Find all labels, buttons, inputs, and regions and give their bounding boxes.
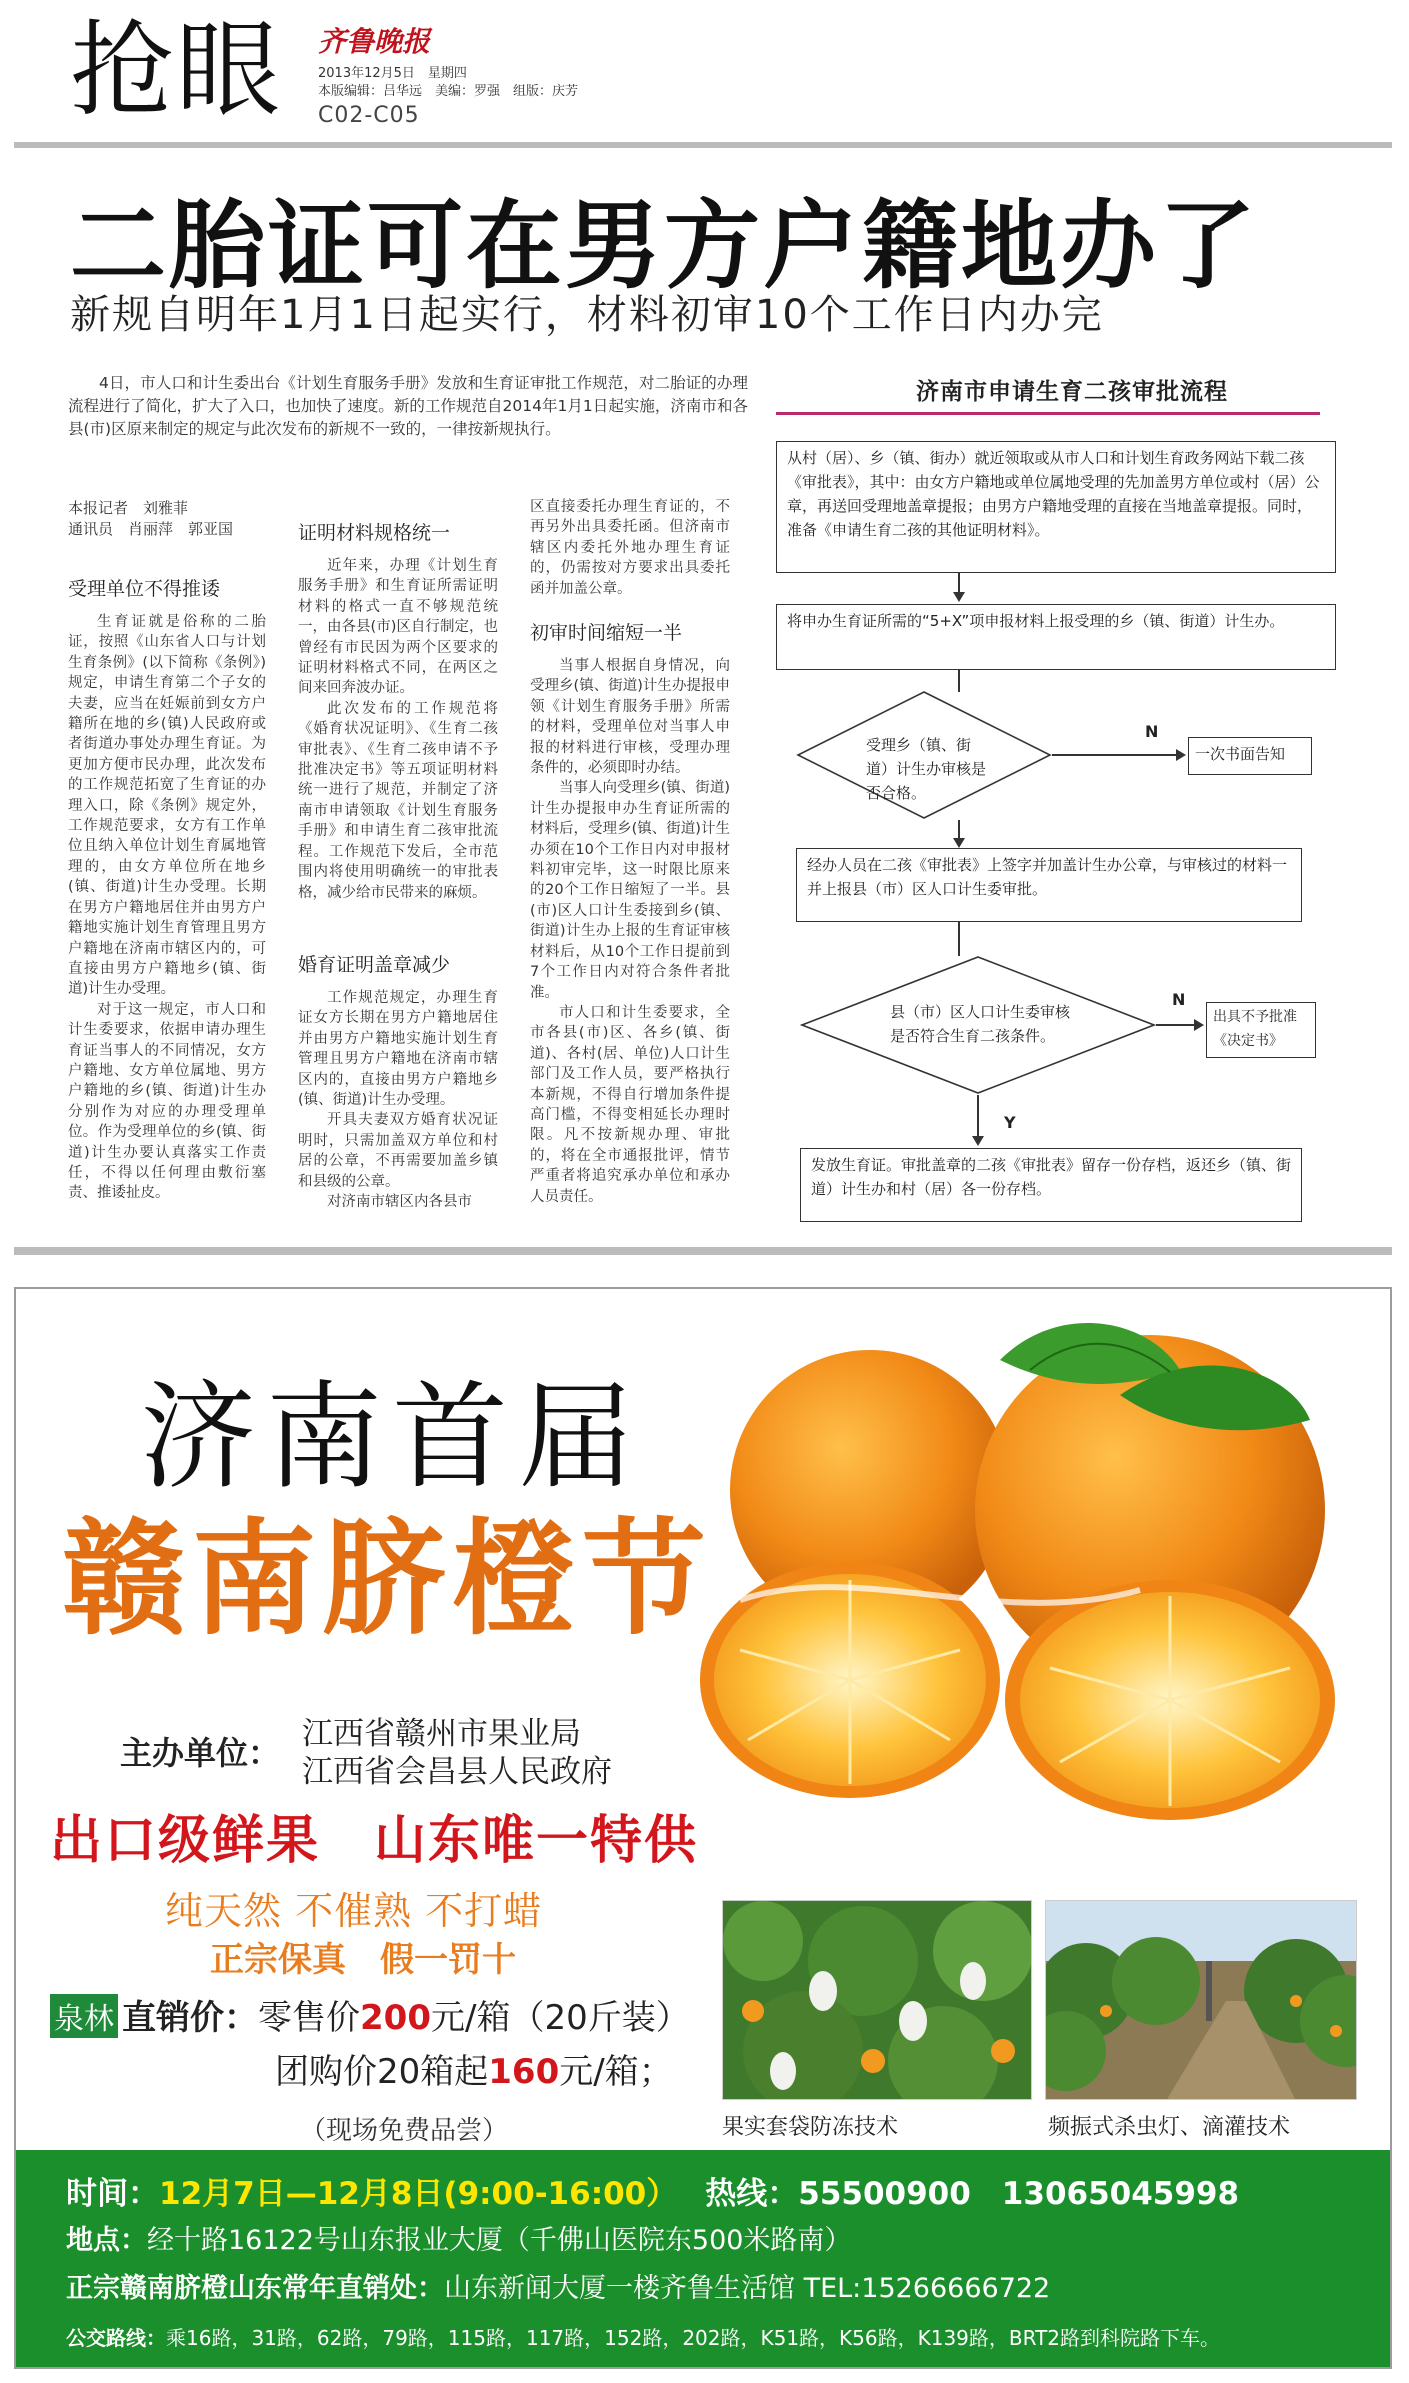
subtitle-materials: 证明材料规格统一	[298, 522, 451, 544]
paragraph: 市人口和计生委要求，全市各县(市)区、各乡(镇、街道)、各村(居、单位)人口计生部门及工作人员，要严格执行本新规，不得自行增加条件提高门槛，不得变相延长办理时限。凡不按新规办理、审批的，将在全市通报批评，情节严重者将追究承办单位和承办人员责任。	[530, 1004, 730, 1205]
flow-step-2: 将申办生育证所需的“5+X”项申报材料上报受理的乡（镇、街道）计生办。	[776, 604, 1336, 670]
orchard-photo-irrigation	[1045, 1900, 1357, 2100]
flow-no-2: 出具不予批准《决定书》	[1206, 1002, 1316, 1058]
flow-no-label: N	[1145, 722, 1159, 741]
article-headline: 二胎证可在男方户籍地办了	[70, 190, 1258, 302]
ad-title-line1: 济南首届	[140, 1370, 644, 1505]
arrow-down-icon	[953, 838, 965, 848]
retail-price: 200	[360, 1998, 431, 2038]
group-suffix: 元/箱；	[559, 2052, 673, 2092]
paragraph: 区直接委托办理生育证的，不再另外出具委托函。但济南市辖区内委托外地办理生育证的，仍需按对方要求出具委托函并加盖公章。	[530, 499, 730, 597]
flow-connector	[977, 1095, 979, 1139]
outlet-line	[66, 2266, 1050, 2305]
paragraph: 当事人向受理乡(镇、街道)计生办提报申办生育证所需的材料后，受理乡(镇、街道)计生办须在10个工作日内对申报材料初审完毕，这一时限比原来的20个工作日缩短了一半。县(市)区人口计生委接到乡(镇、街道)计生办上报的生育证审核材料后，从10个工作日提前到7个工作日内对符合条件者批准。	[530, 780, 730, 1001]
photo-caption-2: 频振式杀虫灯、滴灌技术	[1048, 2115, 1291, 2140]
ad-title-line2: 赣南脐橙节	[62, 1507, 713, 1652]
bus-label: 公交路线：	[66, 2326, 166, 2350]
column-2a	[298, 556, 498, 903]
flow-decision-1: 受理乡（镇、街道）计生办审核是否合格。	[866, 736, 987, 802]
host-org-1: 江西省赣州市果业局	[302, 1716, 581, 1752]
hotline-value: 55500900 13065045998	[798, 2176, 1240, 2212]
paragraph: 对于这一规定，市人口和计生委要求，依据申请办理生育证当事人的不同情况，女方户籍地、女方单位属地、男方户籍地的乡(镇、街道)计生办分别作为对应的办理受理单位。作为受理单位的乡(镇、街道)计生办要认真落实工作责任，不得以任何理由敷衍塞责、推诿扯皮。	[68, 1001, 266, 1202]
host-label: 主办单位：	[120, 1734, 281, 1772]
flow-no-1: 一次书面告知	[1188, 737, 1312, 775]
byline-correspondents: 通讯员 肖丽萍 郭亚国	[68, 520, 234, 538]
ad-slogan-export: 出口级鲜果 山东唯一特供	[50, 1810, 699, 1871]
retail-prefix: 零售价	[258, 1998, 360, 2038]
arrow-right-icon	[1176, 749, 1186, 761]
header-divider	[14, 142, 1392, 148]
price-label: 直销价：	[122, 1998, 258, 2038]
flowchart-title: 济南市申请生育二孩审批流程	[916, 379, 1228, 405]
article-lead: 4日，市人口和计生委出台《计划生育服务手册》发放和生育证审批工作规范，对二胎证的办理流程进行了简化，扩大了入口，也加快了速度。新的工作规范自2014年1月1日起实施，济南市和各县(市)区原来制定的规定与此次发布的新规不一致的，一律按新规执行。	[68, 374, 748, 438]
newspaper-logo: 齐鲁晚报	[318, 25, 431, 58]
photo-caption-1: 果实套袋防冻技术	[722, 2115, 899, 2140]
paragraph: 当事人根据自身情况，向受理乡(镇、街道)计生办提报申领《计划生育服务手册》所需的材料，受理单位对当事人申报的材料进行审核，受理办理条件的，必须即时办结。	[530, 658, 730, 777]
flow-no-label: N	[1172, 990, 1186, 1009]
column-2b	[298, 988, 498, 1212]
paragraph: 开具夫妻双方婚育状况证明时，只需加盖双方单位和村居的公章，不再需要加盖乡镇和县级的公章。	[298, 1112, 498, 1190]
event-place-line	[66, 2218, 851, 2257]
arrow-down-icon	[953, 592, 965, 602]
brand-badge: 泉林	[50, 1994, 118, 2038]
outlet-value: 山东新闻大厦一楼齐鲁生活馆 TEL:15266666722	[444, 2273, 1051, 2304]
flow-yes-label: Y	[1004, 1113, 1016, 1132]
arrow-down-icon	[972, 1136, 984, 1146]
event-time-line	[66, 2168, 1239, 2213]
flow-connector	[958, 922, 960, 956]
price-row-group	[275, 2044, 673, 2093]
column-1	[68, 612, 266, 1204]
place-label: 地点：	[66, 2225, 147, 2256]
host-org-2: 江西省会昌县人民政府	[302, 1754, 612, 1790]
flowchart-title-underline	[776, 412, 1320, 415]
subtitle-acceptance: 受理单位不得推诿	[68, 578, 221, 600]
outlet-label: 正宗赣南脐橙山东常年直销处：	[66, 2273, 444, 2304]
price-row-retail	[50, 1990, 690, 2039]
paragraph: 此次发布的工作规范将《婚育状况证明》、《生育二孩审批表》、《生育二孩申请不予批准决定书》等五项证明材料统一进行了规范，并制定了济南市申请领取《计划生育服务手册》和申请生育二孩审批流程。工作规范下发后，全市范围内将使用明确统一的审批表格，减少给市民带来的麻烦。	[298, 700, 498, 901]
navel-orange-illustration	[700, 1300, 1390, 1860]
paragraph: 工作规范规定，办理生育证女方长期在男方户籍地居住并由男方户籍地实施计划生育管理且男方户籍地在济南市辖区内的，直接由男方户籍地乡(镇、街道)计生办受理。	[298, 990, 498, 1109]
hotline-label: 热线：	[705, 2176, 799, 2212]
flow-connector	[1156, 1024, 1194, 1026]
bus-value: 乘16路，31路，62路，79路，115路，117路，152路，202路，K51路，K56路，K139路，BRT2路到科院路下车。	[166, 2326, 1221, 2350]
article-subheadline: 新规自明年1月1日起实行，材料初审10个工作日内办完	[70, 292, 1104, 338]
ad-slogan-natural: 纯天然 不催熟 不打蜡	[165, 1889, 543, 1933]
page-range: C02-C05	[318, 103, 420, 128]
column-3b	[530, 656, 730, 1207]
place-value: 经十路16122号山东报业大厦（千佛山医院东500米路南）	[147, 2225, 852, 2256]
retail-suffix: 元/箱（20斤装）	[430, 1998, 690, 2038]
arrow-right-icon	[1194, 1019, 1204, 1031]
paragraph: 近年来，办理《计划生育服务手册》和生育证所需证明材料的格式一直不够规范统一，由各县(市)区自行制定，也曾经有市民因为两个区要求的证明材料格式不同，在两区之间来回奔波办证。	[298, 558, 498, 697]
subtitle-stamps: 婚育证明盖章减少	[298, 954, 451, 976]
orchard-photo-bagging	[722, 1900, 1032, 2100]
flow-step-4: 发放生育证。审批盖章的二孩《审批表》留存一份存档，返还乡（镇、街道）计生办和村（居）各一份存档。	[800, 1148, 1302, 1222]
flow-connector	[1052, 754, 1176, 756]
byline-reporter: 本报记者 刘雅菲	[68, 499, 189, 517]
time-label: 时间：	[66, 2176, 159, 2212]
flow-step-3: 经办人员在二孩《审批表》上签字并加盖计生办公章，与审核过的材料一并上报县（市）区人口计生委审批。	[796, 848, 1302, 922]
bus-routes-line	[66, 2322, 1220, 2351]
section-divider	[14, 1247, 1392, 1255]
editors-line: 本版编辑：吕华远 美编：罗强 组版：庆芳	[318, 84, 579, 99]
ad-slogan-genuine: 正宗保真 假一罚十	[210, 1940, 516, 1980]
paragraph: 生育证就是俗称的二胎证，按照《山东省人口与计划生育条例》(以下简称《条例》)规定，申请生育第二个子女的夫妻，应当在妊娠前到女方户籍所在地的乡(镇)人民政府或者街道办事处办理生育证。为更加方便市民办理，此次发布的工作规范拓宽了生育证的办理入口，除《条例》规定外，工作规范要求，女方有工作单位且纳入单位计划生育属地管理的，由女方单位所在地乡(镇、街道)计生办受理。长期在男方户籍地居住并由男方户籍地实施计划生育管理且男方户籍地在济南市辖区内的，可直接由男方户籍地乡(镇、街道)计生办受理。	[68, 614, 266, 998]
flow-connector	[958, 670, 960, 692]
group-price: 160	[488, 2052, 560, 2092]
subtitle-review-time: 初审时间缩短一半	[530, 622, 683, 644]
flow-step-1: 从村（居）、乡（镇、街办）就近领取或从市人口和计划生育政务网站下载二孩《审批表》，其中：由女方户籍地或单位属地受理的先加盖男方单位或村（居）公章，再送回受理地盖章提报；由男方户籍地受理的直接在当地盖章提报。同时，准备《申请生育二孩的其他证明材料》。	[776, 441, 1336, 573]
column-3a	[530, 497, 730, 599]
time-value: 12月7日—12月8日(9:00-16:00）	[159, 2176, 678, 2212]
flow-decision-2: 县（市）区人口计生委审核是否符合生育二孩条件。	[890, 1003, 1071, 1045]
free-tasting-note: （现场免费品尝）	[300, 2116, 509, 2146]
issue-date: 2013年12月5日 星期四	[318, 66, 467, 81]
section-title: 抢眼	[70, 9, 283, 131]
paragraph: 对济南市辖区内各县市	[327, 1194, 472, 1211]
group-prefix: 团购价20箱起	[275, 2052, 489, 2092]
